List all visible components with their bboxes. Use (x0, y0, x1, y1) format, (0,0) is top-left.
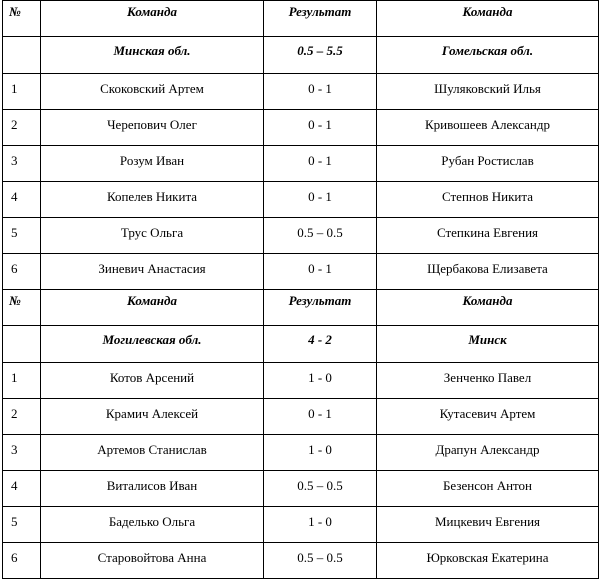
match-team-row (3, 37, 599, 74)
game-result: 0 - 1 (264, 254, 377, 290)
game-result: 1 - 0 (264, 363, 377, 399)
header-row (3, 1, 599, 37)
board-row (3, 399, 599, 435)
board-number: 2 (3, 399, 41, 435)
player-b: Степнов Никита (377, 182, 599, 218)
team-a-name: Минская обл. (41, 37, 264, 74)
board-number: 5 (3, 507, 41, 543)
board-number: 6 (3, 543, 41, 579)
results-table (2, 0, 599, 579)
player-b: Мицкевич Евгения (377, 507, 599, 543)
board-number: 4 (3, 182, 41, 218)
board-number: 3 (3, 146, 41, 182)
player-a: Зиневич Анастасия (41, 254, 264, 290)
game-result: 1 - 0 (264, 507, 377, 543)
board-number: 3 (3, 435, 41, 471)
game-result: 0 - 1 (264, 399, 377, 435)
empty-cell (3, 37, 41, 74)
board-row (3, 218, 599, 254)
board-number: 6 (3, 254, 41, 290)
team-b-name: Гомельская обл. (377, 37, 599, 74)
player-a: Трус Ольга (41, 218, 264, 254)
header-number: № (3, 1, 41, 37)
team-b-name: Минск (377, 326, 599, 363)
player-b: Кутасевич Артем (377, 399, 599, 435)
game-result: 0 - 1 (264, 110, 377, 146)
board-row (3, 363, 599, 399)
board-row (3, 471, 599, 507)
player-b: Драпун Александр (377, 435, 599, 471)
empty-cell (3, 326, 41, 363)
header-team-a: Команда (41, 290, 264, 326)
player-b: Юрковская Екатерина (377, 543, 599, 579)
board-row (3, 182, 599, 218)
player-b: Шуляковский Илья (377, 74, 599, 110)
game-result: 0.5 – 0.5 (264, 471, 377, 507)
player-a: Котов Арсений (41, 363, 264, 399)
header-row (3, 290, 599, 326)
game-result: 0 - 1 (264, 74, 377, 110)
game-result: 0 - 1 (264, 182, 377, 218)
board-row (3, 435, 599, 471)
game-result: 0 - 1 (264, 146, 377, 182)
player-a: Черепович Олег (41, 110, 264, 146)
player-a: Баделько Ольга (41, 507, 264, 543)
player-a: Артемов Станислав (41, 435, 264, 471)
board-row (3, 543, 599, 579)
match-score: 0.5 – 5.5 (264, 37, 377, 74)
team-a-name: Могилевская обл. (41, 326, 264, 363)
player-b: Безенсон Антон (377, 471, 599, 507)
player-b: Щербакова Елизавета (377, 254, 599, 290)
player-a: Розум Иван (41, 146, 264, 182)
board-row (3, 146, 599, 182)
board-number: 5 (3, 218, 41, 254)
player-a: Старовойтова Анна (41, 543, 264, 579)
player-b: Кривошеев Александр (377, 110, 599, 146)
header-result: Результат (264, 290, 377, 326)
player-b: Степкина Евгения (377, 218, 599, 254)
board-number: 1 (3, 74, 41, 110)
board-row (3, 254, 599, 290)
header-team-b: Команда (377, 290, 599, 326)
board-row (3, 110, 599, 146)
game-result: 0.5 – 0.5 (264, 543, 377, 579)
player-a: Крамич Алексей (41, 399, 264, 435)
board-number: 2 (3, 110, 41, 146)
match-score: 4 - 2 (264, 326, 377, 363)
game-result: 1 - 0 (264, 435, 377, 471)
header-team-a: Команда (41, 1, 264, 37)
player-a: Скоковский Артем (41, 74, 264, 110)
match-team-row (3, 326, 599, 363)
header-result: Результат (264, 1, 377, 37)
player-b: Рубан Ростислав (377, 146, 599, 182)
board-number: 4 (3, 471, 41, 507)
board-number: 1 (3, 363, 41, 399)
header-number: № (3, 290, 41, 326)
game-result: 0.5 – 0.5 (264, 218, 377, 254)
board-row (3, 74, 599, 110)
player-a: Копелев Никита (41, 182, 264, 218)
board-row (3, 507, 599, 543)
header-team-b: Команда (377, 1, 599, 37)
player-b: Зенченко Павел (377, 363, 599, 399)
player-a: Виталисов Иван (41, 471, 264, 507)
